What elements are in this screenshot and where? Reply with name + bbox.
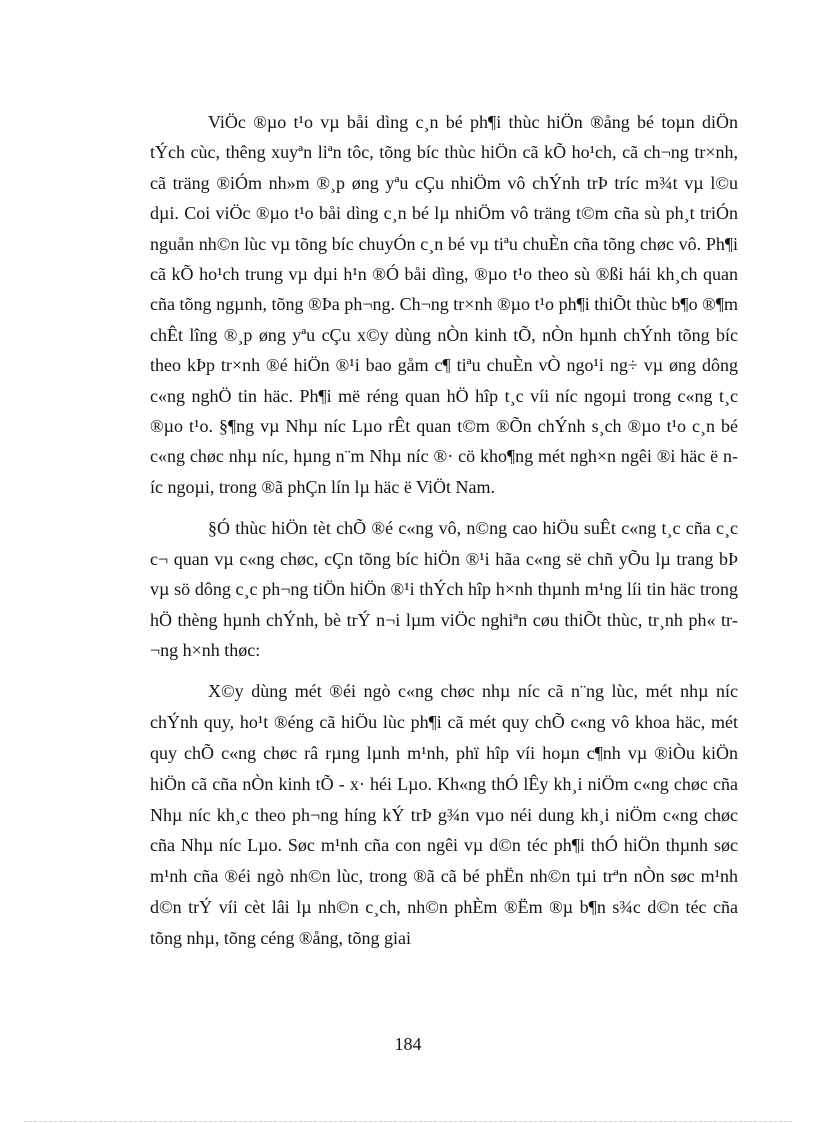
page-bottom-divider <box>24 1121 792 1122</box>
body-text <box>150 107 738 953</box>
paragraph-public-service: §Ó thùc hiÖn tèt chÕ ®é c«ng vô, n©ng cao hiÖu suÊt c«ng t¸c cña c¸c c¬ quan vµ c«ng chøc, cÇn tõng bíc hiÖn ®¹i hãa c«ng së chñ yÕu lµ trang bÞ vµ sö dông c¸c ph¬ng tiÖn hiÖn ®¹i thÝch hîp h×nh thµnh m¹ng líi tin häc trong hÖ thèng hµnh chÝnh, bè trÝ n¬i lµm viÖc nghiªn cøu thiÕt thùc, tr¸nh ph« tr¬ng h×nh thøc: <box>150 518 738 660</box>
paragraph-civil-servants: X©y dùng mét ®éi ngò c«ng chøc nhµ níc cã n¨ng lùc, mét nhµ níc chÝnh quy, ho¹t ®éng cã hiÖu lùc ph¶i cã mét quy chÕ c«ng vô khoa häc, mét quy chÕ c«ng chøc râ rµng lµnh m¹nh, phï hîp víi hoµn c¶nh vµ ®iÒu kiÖn hiÖn cã cña nÒn kinh tÕ - x· héi Lµo. Kh«ng thÓ lÊy kh¸i niÖm c«ng chøc cña Nhµ níc kh¸c theo ph¬ng híng kÝ trÞ g¾n vµo néi dung kh¸i niÖm c«ng chøc cña Nhµ níc Lµo. Søc m¹nh cña con ngêi vµ d©n téc ph¶i thÓ hiÖn thµnh søc m¹nh cña ®éi ngò nh©n lùc, trong ®ã cã bé phËn nh©n tµi trªn nÒn søc m¹nh d©n trÝ víi cèt lâi lµ nh©n c¸ch, nh©n phÈm ®Ëm ®µ b¶n s¾c d©n téc cña tõng nhµ, tõng céng ®ång, tõng giai <box>150 681 738 948</box>
paragraph-training-cadres: ViÖc ®µo t¹o vµ båi dìng c¸n bé ph¶i thùc hiÖn ®ång bé toµn diÖn tÝch cùc, thêng xuyªn liªn tôc, tõng bíc thùc hiÖn cã kÕ ho¹ch, cã ch¬ng tr×nh, cã träng ®iÓm nh»m ®¸p øng yªu cÇu nhiÖm vô chÝnh trÞ tríc m¾t vµ l©u dµi. Coi viÖc ®µo t¹o båi dìng c¸n bé lµ nhiÖm vô träng t©m cña sù ph¸t triÓn nguån nh©n lùc vµ tõng bíc chuyÓn c¸n bé vµ tiªu chuÈn cña tõng chøc vô. Ph¶i cã kÕ ho¹ch trung vµ dµi h¹n ®Ó båi dìng, ®µo t¹o theo sù ®ßi hái kh¸ch quan cña tõng ngµnh, tõng ®Þa ph¬ng. Ch¬ng tr×nh ®µo t¹o ph¶i thiÕt thùc b¶o ®¶m chÊt lîng ®¸p øng yªu cÇu x©y dùng nÒn kinh tÕ, nÒn hµnh chÝnh tõng bíc theo kÞp tr×nh ®é hiÖn ®¹i bao gåm c¶ tiªu chuÈn vÒ ngo¹i ng÷ vµ øng dông c«ng nghÖ tin häc. Ph¶i më réng quan hÖ hîp t¸c víi níc ngoµi trong c«ng t¸c ®µo t¹o. §¶ng vµ Nhµ níc Lµo rÊt quan t©m ®Õn chÝnh s¸ch ®µo t¹o c¸n bé c«ng chøc nhµ níc, hµng n¨m Nhµ níc ®· cö kho¶ng mét ngh×n ngêi ®i häc ë níc ngoµi, trong ®ã phÇn lín lµ häc ë ViÖt Nam. <box>150 112 738 497</box>
page-number: 184 <box>394 1034 422 1054</box>
